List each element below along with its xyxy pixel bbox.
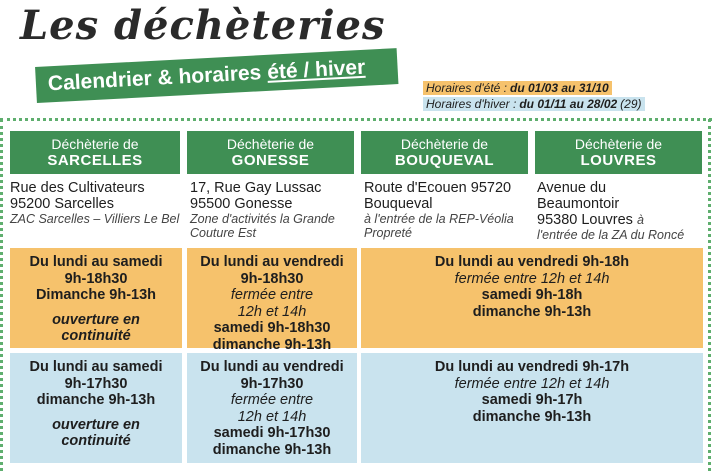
address-note: Zone d'activités la Grande Couture Est <box>190 212 335 240</box>
hours-line: samedi 9h-18h <box>481 287 583 303</box>
address-louvres <box>537 180 707 242</box>
address-city: 95380 Louvres <box>537 212 633 228</box>
address-line: Avenue du <box>537 180 607 196</box>
page-title: Les déchèteries <box>20 2 386 49</box>
header-prefix: Déchèterie de <box>51 136 139 152</box>
continuity-note: ouverture en <box>52 311 140 328</box>
hours-line: samedi 9h-17h <box>481 392 583 408</box>
address-line: 95200 Sarcelles <box>10 196 114 212</box>
address-line: Route d'Ecouen 95720 <box>364 180 512 196</box>
winter-hours-sarcelles <box>10 353 182 463</box>
hours-line: dimanche 9h-13h <box>472 408 592 425</box>
schedule-banner <box>35 48 398 103</box>
address-line: Bouqueval <box>364 196 433 212</box>
header-gonesse <box>187 131 354 174</box>
dotted-separator-right <box>708 119 711 471</box>
closed-note: fermée entre <box>230 392 314 408</box>
address-note: ZAC Sarcelles – Villiers Le Bel <box>10 212 180 226</box>
winter-hours-legend <box>423 97 645 111</box>
header-prefix: Déchèterie de <box>400 136 489 152</box>
header-prefix: Déchèterie de <box>226 136 315 152</box>
hours-line: 9h-18h30 <box>64 270 128 287</box>
address-bouqueval <box>364 180 532 240</box>
hours-line: 9h-18h30 <box>240 270 304 287</box>
header-prefix: Déchèterie de <box>574 136 663 152</box>
continuity-note: continuité <box>61 433 131 449</box>
hours-line: dimanche 9h-13h <box>36 392 156 408</box>
address-note: l'entrée de la ZA du Roncé <box>537 228 685 242</box>
banner-seasons: été / hiver <box>266 55 366 84</box>
winter-hours-gonesse <box>187 353 357 463</box>
dotted-separator-left <box>0 119 3 471</box>
address-line: 95500 Gonesse <box>190 196 293 212</box>
header-name: SARCELLES <box>47 152 143 169</box>
hours-line: dimanche 9h-13h <box>472 303 592 320</box>
header-bouqueval <box>361 131 528 174</box>
header-name: BOUQUEVAL <box>394 152 495 169</box>
winter-label: Horaires d'hiver : <box>426 97 517 111</box>
continuity-note: continuité <box>61 328 131 344</box>
hours-line: Du lundi au vendredi 9h-17h <box>434 359 630 375</box>
address-note-inline: à <box>636 213 644 227</box>
hours-line: 9h-17h30 <box>240 375 304 392</box>
summer-hours-sarcelles <box>10 248 182 348</box>
hours-line: samedi 9h-17h30 <box>213 425 331 441</box>
winter-extra: (29) <box>620 97 642 111</box>
dotted-separator-top <box>0 118 712 121</box>
winter-hours-bouqueval-louvres <box>361 353 703 463</box>
address-note: à l'entrée de la REP-Véolia Propreté <box>364 212 514 240</box>
header-name: LOUVRES <box>580 152 657 169</box>
hours-line: Du lundi au vendredi 9h-18h <box>434 254 630 270</box>
hours-line: samedi 9h-18h30 <box>213 320 331 336</box>
hours-line: dimanche 9h-13h <box>212 336 332 353</box>
continuity-note: ouverture en <box>52 416 140 433</box>
closed-note: fermée entre <box>230 287 314 303</box>
closed-note: fermée entre 12h et 14h <box>454 375 610 392</box>
summer-hours-gonesse <box>187 248 357 353</box>
header-louvres <box>535 131 702 174</box>
hours-line: Du lundi au samedi <box>29 359 163 375</box>
hours-line: dimanche 9h-13h <box>212 441 332 458</box>
address-line: Rue des Cultivateurs <box>10 180 145 196</box>
address-gonesse <box>190 180 358 240</box>
address-line: 17, Rue Gay Lussac <box>190 180 322 196</box>
header-sarcelles <box>10 131 180 174</box>
hours-line: Du lundi au vendredi <box>200 254 344 270</box>
banner-text: Calendrier & horaires <box>47 61 262 96</box>
hours-line: 9h-17h30 <box>64 375 128 392</box>
address-line: Beaumontoir <box>537 196 620 212</box>
closed-note: 12h et 14h <box>237 408 307 425</box>
hours-line: Du lundi au vendredi <box>200 359 344 375</box>
closed-note: fermée entre 12h et 14h <box>454 270 610 287</box>
summer-hours-bouqueval-louvres <box>361 248 703 348</box>
closed-note: 12h et 14h <box>237 303 307 320</box>
hours-line: Du lundi au samedi <box>29 254 163 270</box>
summer-label: Horaires d'été : <box>426 81 507 95</box>
winter-dates: du 01/11 au 28/02 <box>519 97 618 111</box>
summer-hours-legend <box>423 81 612 95</box>
hours-line: Dimanche 9h-13h <box>35 287 157 303</box>
summer-dates: du 01/03 au 31/10 <box>510 81 609 95</box>
header-name: GONESSE <box>231 152 310 169</box>
address-sarcelles <box>10 180 182 226</box>
